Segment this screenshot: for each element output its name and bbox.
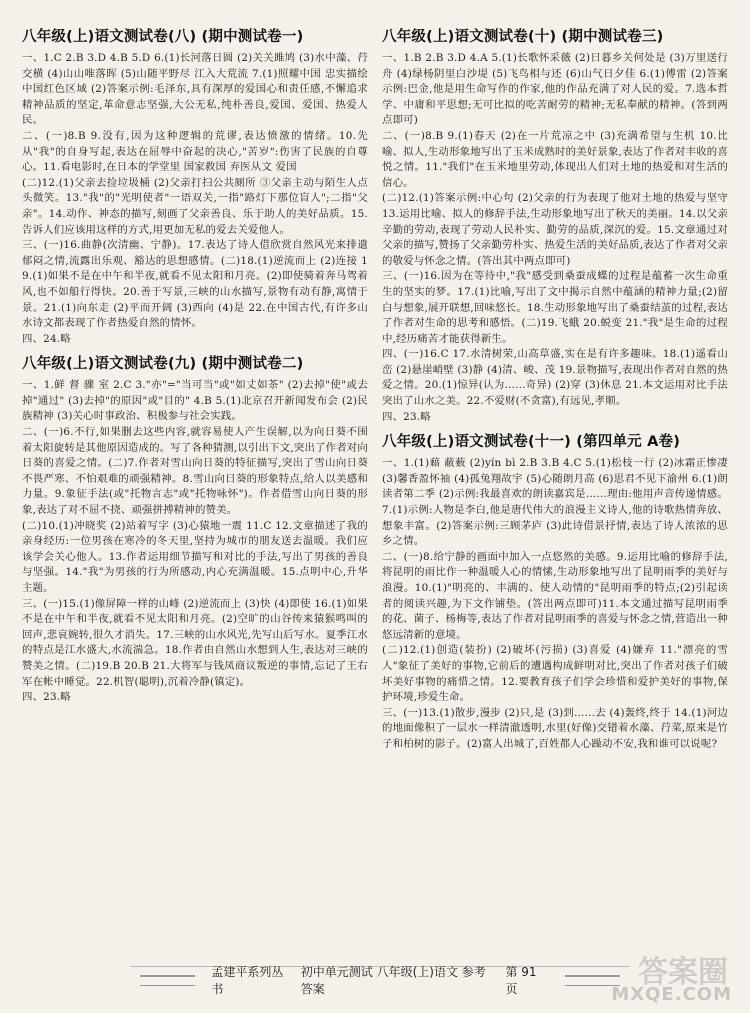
answer-paragraph: 一、1.B 2.B 3.D 4.A 5.(1)长歌怀采薇 (2)日暮乡关何处是 (3)万里送行舟 (4)绿杨阴里白沙堤 (5)飞鸟相与还 (6)山气日夕佳 6.(1)傅雷 (2)答案示例:巴金,他是用生命写作的作家,他的作品充满了对人民的爱。7.选本哲学、中庸和平思想;无可比拟的吃苦耐劳的精神;无私奉献的精神。(答到两点即可) [382,52,728,127]
answer-paragraph: 三、(一)15.(1)像屏障一样的山峰 (2)逆流而上 (3)快 (4)即使 16.(1)如果不是在中午和半夜,就看不见太阳和月亮。(2)空旷的山谷传来猿猴鸣叫的回声,悲哀婉转,很久才消失。17.三峡的山水风光,先写山后写水。夏季江水的特点是江水盛大,水流湍急。18.作者由自然山水想到人生,表达对三峡的赞美之情。(二)19.B 20.B 21.大将军与钱凤商议叛逆的事情,忘记了王右军在帐中睡觉。22.机智(聪明),沉着冷静(镇定)。 [22,597,368,688]
answer-paragraph: 一、1.鲜 督 骤 室 2.C 3."亦"="当可当"或"如丈如茶" (2)去掉"使"或去掉"通过" (3)去掉"的原因"或"目的" 4.B 5.(1)北京召开新闻发布会 (2)民族精神 (3)关心时事政治、积极参与社会实践。 [22,379,368,423]
section-title-test-8: 八年级(上)语文测试卷(八) (期中测试卷一) [22,29,304,45]
answer-paragraph: 三、(一)16.曲静(次清幽、宁静)。17.表达了诗人借欣赏自然风光来排遣郁闷之情,流露出乐观、豁达的思想感情。(二)18.(1)逆流而上 (2)连接 19.(1)如果不是在中午和半夜,就看不见太阳和月亮。(2)即使骑着奔马驾着风,也不如船行得快。20.善于写景,三峡的山水描写,景物有动有静,寓情于景。21.(1)向东走 (2)平而开阔 (3)西向 (4)是 22.在中国古代,有许多山水诗文都表现了作者热爱自然的情怀。 [22,239,368,330]
answer-paragraph: 四、23.略 [22,691,71,704]
answer-paragraph: 四、24.略 [22,332,71,345]
watermark-big-text: 答案圈 [638,955,728,990]
section-title-test-10: 八年级(上)语文测试卷(十) (期中测试卷三) [382,29,664,45]
answer-paragraph: 三、(一)16.因为在等待中,"我"感受到桑蚕成蝶的过程是蕴蓄一次生命重生的坚实的梦。17.(1)比喻,写出了文中揭示自然中蕴涵的精神力量;(2)留白与想象,展开联想,回味悠长。18.生动形象地写出了桑蚕结茧的过程,表达了作者对生命的思考和感悟。(二)19.飞蛾 20.蜕变 21."我"是生命的过程中,经历痛苦才能获得新生。 [382,270,728,345]
answer-paragraph: (二)12.(1)父亲去捡垃圾桶 (2)父亲打扫公共厕所 ③父亲主动与陌生人点头微笑。13."我"的"光明使者"一语双关,一指"路灯下那位盲人";二指"父亲"。14.动作、神态的描写,刻画了父亲善良、乐于助人的美好品质。15.告诉人们应该用这样的方式,用更加无私的爱去关爱他人。 [22,176,368,236]
watermark-url: MXQE.COM [611,984,732,1005]
answer-paragraph: 二、(一)8.B 9.(1)春天 (2)在一片荒凉之中 (3)充满希望与生机 10.比喻、拟人,生动形象地写出了玉米成熟时的美好景象,表达了作者对丰收的喜悦之情。11."我们"在玉米地里劳动,体现出人们对土地的热爱和对生活的信心。 [382,129,728,189]
page-footer [130,965,630,996]
answer-paragraph: (二)12.(1)创造(装扮) (2)破坏(污损) (3)喜爱 (4)嫌弃 11."漂亮的雪人"象征了美好的事物,它前后的遭遇构成鲜明对比,突出了作者对孩子们破坏美好事物的痛惜之情。12.要教育孩子们学会珍惜和爱护美好的事物,保护环境,珍爱生命。 [382,644,728,704]
answer-paragraph: 四、23.略 [382,410,431,423]
answer-paragraph: 二、(一)6.不行,如果删去这些内容,就容易使人产生误解,以为向日葵不围着太阳旋转是其他原因造成的。写了各种猜测,以引出下文,突出了作者对向日葵的喜爱之情。(二)7.作者对雪山向日葵的特征描写,突出了雪山向日葵不畏严寒、不怕艰难的顽强精神。8.雪山向日葵的形象特点,给人以美感和力量。9.象征手法(或"托物言志"或"托物咏怀")。作者借雪山向日葵的形象,表达了对不屈不挠、顽强拼搏精神的赞美。 [22,426,368,517]
answer-paragraph: 二、(一)8.B 9.没有,因为这种逻辑的荒谬,表达愤激的情绪。10.先从"我"的自身写起,表达在屈辱中奋起的决心,"苦岁":伤害了民族的自尊心。11.看电影时,在日本的学堂里 国家救国 弃医从文 爱国 [22,129,368,174]
section-title-test-9: 八年级(上)语文测试卷(九) (期中测试卷二) [22,356,304,373]
answer-paragraph: (二)10.(1)冲晓奖 (2)站着写字 (3)心猿地一震 11.C 12.文章描述了我的亲身经历:一位男孩在寒冷的冬天里,坚持为城市的朋友送去温暖。我们应该学会关心他人。13.作者运用细节描写和对比的手法,写出了男孩的善良与坚强。14."我"为男孩的行为所感动,内心充满温暖。15.点明中心,升华主题。 [22,519,368,594]
footer-series: 孟建平系列丛书 [211,965,284,996]
section-title-test-11: 八年级(上)语文测试卷(十一) (第四单元 A卷) [382,434,681,451]
page-number: 第 91 页 [505,965,537,996]
left-column [22,26,368,956]
answer-paragraph: 一、1.C 2.B 3.D 4.B 5.D 6.(1)长河落日圆 (2)关关雎鸠 (3)水中藻、荇交横 (4)山山唯落晖 (5)山随平野尽 江入大荒流 7.(1)照耀中国 忠实描绘中国红色区域 (2)答案示例:毛泽东,具有深厚的爱国心和责任感,不懈追求精神品质的坚定,革命意志坚强,大公无私,纯朴善良,爱国、爱国、热爱人民。 [22,52,368,127]
answer-paragraph: 四、(一)16.C 17.水清树荣,山高草盛,实在是有许多趣味。18.(1)遥看山峦 (2)悬崖峭壁 (3)静 (4)清、峻、茂 19.景物描写,表现出作者对自然的热爱之情。20.(1)惊异(认为……奇异) (2)穿 (3)休息 21.本文运用对比手法突出了山水之美。22.不爱财(不贪富),有远见,孝顺。 [382,348,728,408]
right-column [382,26,728,956]
footer-book-title: 初中单元测试 八年级(上)语文 参考答案 [300,965,486,996]
answer-page [22,26,728,956]
answer-paragraph: 二、(一)8.给宁静的画面中加入一点悠然的美感。9.运用比喻的修辞手法,将昆明的雨比作一种温暖人心的情愫,生动形象地写出了昆明雨季的美好与浪漫。10.(1)"明亮的、丰满的、使人动情的"昆明雨季的特点;(2)引起读者的阅读兴趣,为下文作铺垫。(答出两点即可)11.本文通过描写昆明雨季的花、菌子、杨梅等,表达了作者对昆明雨季的喜爱与怀念之情,营造出一种悠远清新的意境。 [382,550,728,641]
answer-paragraph: 三、(一)13.(1)散步,漫步 (2)只,是 (3)到……去 (4)轰终,终于 14.(1)河边的地面像积了一层水一样清澈透明,水里(好像)交错着水藻、荇菜,原来是竹子和柏树的影子。(2)富人出城了,百姓都人心躁动不安,我和谁可以说呢? [382,706,728,750]
answer-paragraph: 一、1.(1)藉 蔽薮 (2)yín bì 2.B 3.B 4.C 5.(1)松枝一行 (2)冰霜正惨凄 (3)馨香盈怀袖 (4)孤兔翔故宇 (5)心随朗月高 (6)思君不见下渝州 6.(1)朗读者第二季 (2)示例:我最喜欢的朗读嘉宾是……理由:他用声音传递情感。7.(1)示例:人物是李白,他是唐代伟大的浪漫主义诗人,他的诗歌热情奔放、想象丰富。(2)答案示例:三顾茅庐 (3)此诗借景抒情,表达了诗人浓浓的思乡之情。 [382,457,728,548]
watermark-logo [592,947,732,1005]
footer-ornament-left [140,975,195,986]
answer-paragraph: (二)12.(1)答案示例:中心句 (2)父亲的行为表现了他对土地的热爱与坚守 13.运用比喻、拟人的修辞手法,生动形象地写出了秋天的美丽。14.以父亲辛勤的劳动,表现了劳动人民朴实、勤劳的品质,深沉的爱。15.文章通过对父亲的描写,赞扬了父亲勤劳朴实、热爱生活的美好品质,表达了作者对父亲的敬爱与怀念之情。(答出其中两点即可) [382,192,728,267]
